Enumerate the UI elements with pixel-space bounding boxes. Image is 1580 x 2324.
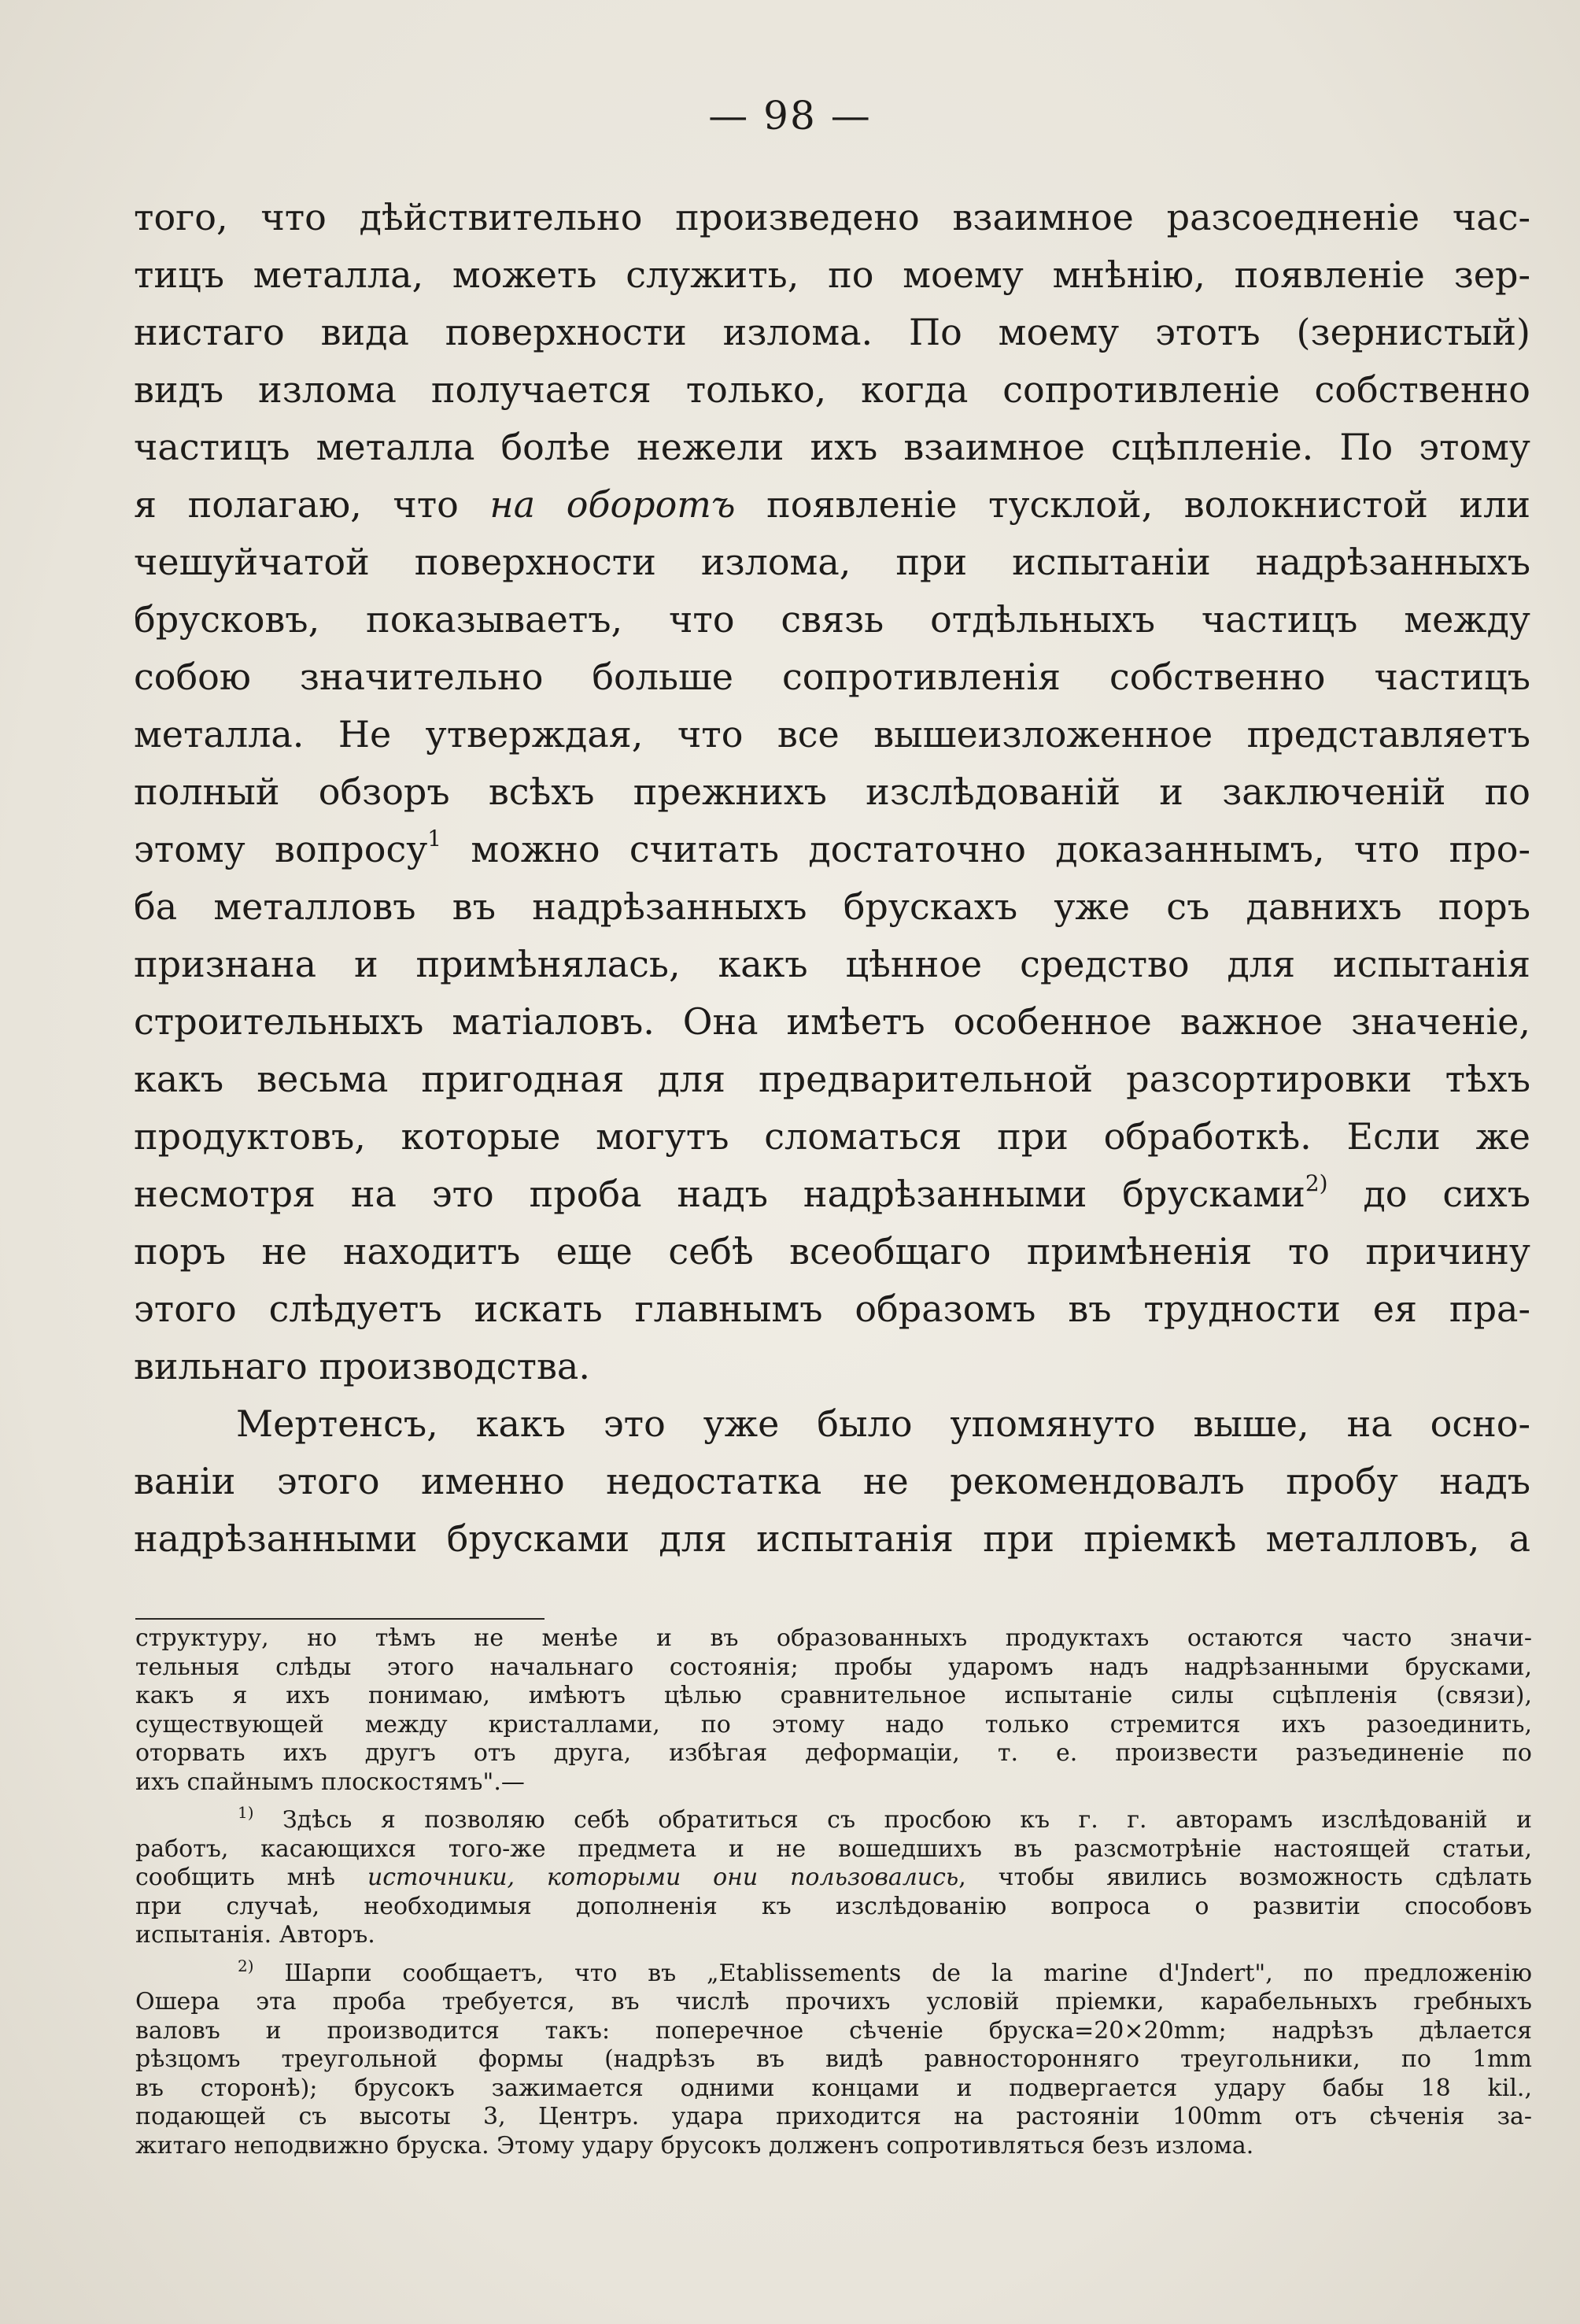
footnote-2-mark: 2) — [238, 1956, 254, 1975]
footnote-line: рѣзцомъ треугольной формы (надрѣзъ въ видѣ равносторонняго треугольники, по 1mm — [135, 2045, 1532, 2073]
text-run: несмотря на это проба надъ надрѣзанными брусками — [134, 1173, 1305, 1215]
text-line: полный обзоръ всѣхъ прежнихъ изслѣдованій и заключеній по — [134, 770, 1530, 813]
footnote-continuation — [135, 1624, 1532, 1797]
text-line: того, что дѣйствительно произведено взаимное разсоедненіе час- — [134, 196, 1530, 238]
text-line: нистаго вида поверхности излома. По моему этотъ (зернистый) — [134, 311, 1530, 353]
footnote-line: валовъ и производится такъ: поперечное сѣченіе бруска=20×20mm; надрѣзъ дѣлается — [135, 2016, 1532, 2045]
text-line: тицъ металла, можеть служить, по моему мнѣнію, появленіе зер- — [134, 253, 1530, 296]
footnote-line: ихъ спайнымъ плоскостямъ".— — [135, 1768, 525, 1796]
paragraph2-line: ваніи этого именно недостатка не рекомендовалъ пробу надъ — [134, 1460, 1530, 1502]
text-line: этого слѣдуетъ искать главнымъ образомъ въ трудности ея пра- — [134, 1288, 1530, 1330]
text-line: продуктовъ, которые могутъ сломаться при обработкѣ. Если же — [134, 1115, 1530, 1158]
footnote-line: житаго неподвижно бруска. Этому удару брусокъ долженъ сопротивляться безъ излома. — [135, 2131, 1254, 2160]
text-run: появленіе тусклой, волокнистой или — [735, 483, 1531, 526]
footnote-2 — [135, 1956, 1532, 2161]
text-run: Шарпи сообщаетъ, что въ „Etablissements de la marine d'Jndert", по предложенію — [253, 1959, 1532, 1987]
text-line: ба металловъ въ надрѣзанныхъ брускахъ уже съ давнихъ поръ — [134, 885, 1530, 928]
text-line — [134, 1166, 1530, 1223]
footnote-ref-1[interactable]: 1 — [427, 826, 442, 852]
footnote-line: структуру, но тѣмъ не менѣе и въ образованныхъ продуктахъ остаются часто значи- — [135, 1624, 1532, 1652]
footnote-line — [135, 1803, 1532, 1835]
text-run: до сихъ — [1327, 1173, 1530, 1215]
text-line: частицъ металла болѣе нежели ихъ взаимное сцѣпленіе. По этому — [134, 426, 1530, 468]
footnote-divider — [135, 1618, 545, 1620]
text-line: брусковъ, показываетъ, что связь отдѣльныхъ частицъ между — [134, 598, 1530, 641]
italic-phrase: источники, которыми они пользовались — [367, 1864, 959, 1891]
footnote-line: испытанія. Авторъ. — [135, 1921, 375, 1949]
page-number: — 98 — — [708, 93, 872, 139]
footnote-line: при случаѣ, необходимыя дополненія къ изслѣдованію вопроса о развитіи способовъ — [135, 1892, 1532, 1920]
text-line — [134, 821, 1530, 878]
italic-phrase: на оборотъ — [489, 483, 736, 526]
footnote-ref-2[interactable]: 2) — [1305, 1170, 1328, 1196]
footnote-1 — [135, 1803, 1532, 1950]
text-line: какъ весьма пригодная для предварительной разсортировки тѣхъ — [134, 1058, 1530, 1100]
footnote-line: какъ я ихъ понимаю, имѣютъ цѣлью сравнительное испытаніе силы сцѣпленія (связи), — [135, 1682, 1532, 1709]
footnote-line: существующей между кристаллами, по этому надо только стремится ихъ разоединить, — [135, 1710, 1532, 1738]
footnote-line: Ошера эта проба требуется, въ числѣ прочихъ условій пріемки, карабельныхъ гребныхъ — [135, 1988, 1532, 2015]
text-run: этому вопросу — [134, 828, 428, 870]
text-run: , чтобы явились возможность сдѣлать — [958, 1864, 1532, 1891]
text-line: собою значительно больше сопротивленія собственно частицъ — [134, 656, 1530, 698]
text-run: сообщить мнѣ — [135, 1864, 367, 1891]
text-line: строительныхъ матіаловъ. Она имѣетъ особенное важное значеніе, — [134, 1000, 1530, 1043]
footnote-line: тельныя слѣды этого начальнаго состоянія; пробы ударомъ надъ надрѣзанными брусками, — [135, 1653, 1532, 1681]
text-line: металла. Не утверждая, что все вышеизложенное представляетъ — [134, 713, 1530, 756]
footnote-line — [135, 1864, 1532, 1893]
text-line: вильнаго производства. — [134, 1345, 590, 1387]
text-run: я полагаю, что — [134, 483, 490, 526]
text-run: Здѣсь я позволяю себѣ обратиться съ просбою къ г. г. авторамъ изслѣдованій и — [253, 1806, 1532, 1834]
main-text — [134, 189, 1530, 1568]
text-run: можно считать достаточно доказаннымъ, что про- — [441, 828, 1531, 870]
text-line: признана и примѣнялась, какъ цѣнное средство для испытанія — [134, 943, 1530, 985]
footnote-line: оторвать ихъ другъ отъ друга, избѣгая деформаціи, т. е. произвести разъединеніе по — [135, 1739, 1532, 1767]
footnote-line: работъ, касающихся того-же предмета и не вошедшихъ въ разсмотрѣніе настоящей статьи, — [135, 1834, 1532, 1863]
text-line: поръ не находитъ еще себѣ всеобщаго примѣненія то причину — [134, 1230, 1530, 1273]
text-line: видъ излома получается только, когда сопротивленіе собственно — [134, 368, 1530, 411]
footnotes — [135, 1624, 1532, 2170]
footnote-line: въ сторонѣ); брусокъ зажимается одними концами и подвергается удару бабы 18 kil., — [135, 2074, 1532, 2102]
text-line — [134, 476, 1530, 534]
footnote-1-mark: 1) — [238, 1803, 254, 1822]
text-line: чешуйчатой поверхности излома, при испытаніи надрѣзанныхъ — [134, 541, 1530, 583]
paragraph2-line: Мертенсъ, какъ это уже было упомянуто выше, на осно- — [236, 1402, 1530, 1445]
footnote-line: подающей съ высоты 3, Центръ. удара приходится на растояніи 100mm отъ сѣченія за- — [135, 2103, 1532, 2130]
paragraph2-line: надрѣзанными брусками для испытанія при пріемкѣ металловъ, а — [134, 1517, 1530, 1560]
footnote-line — [135, 1956, 1532, 1989]
